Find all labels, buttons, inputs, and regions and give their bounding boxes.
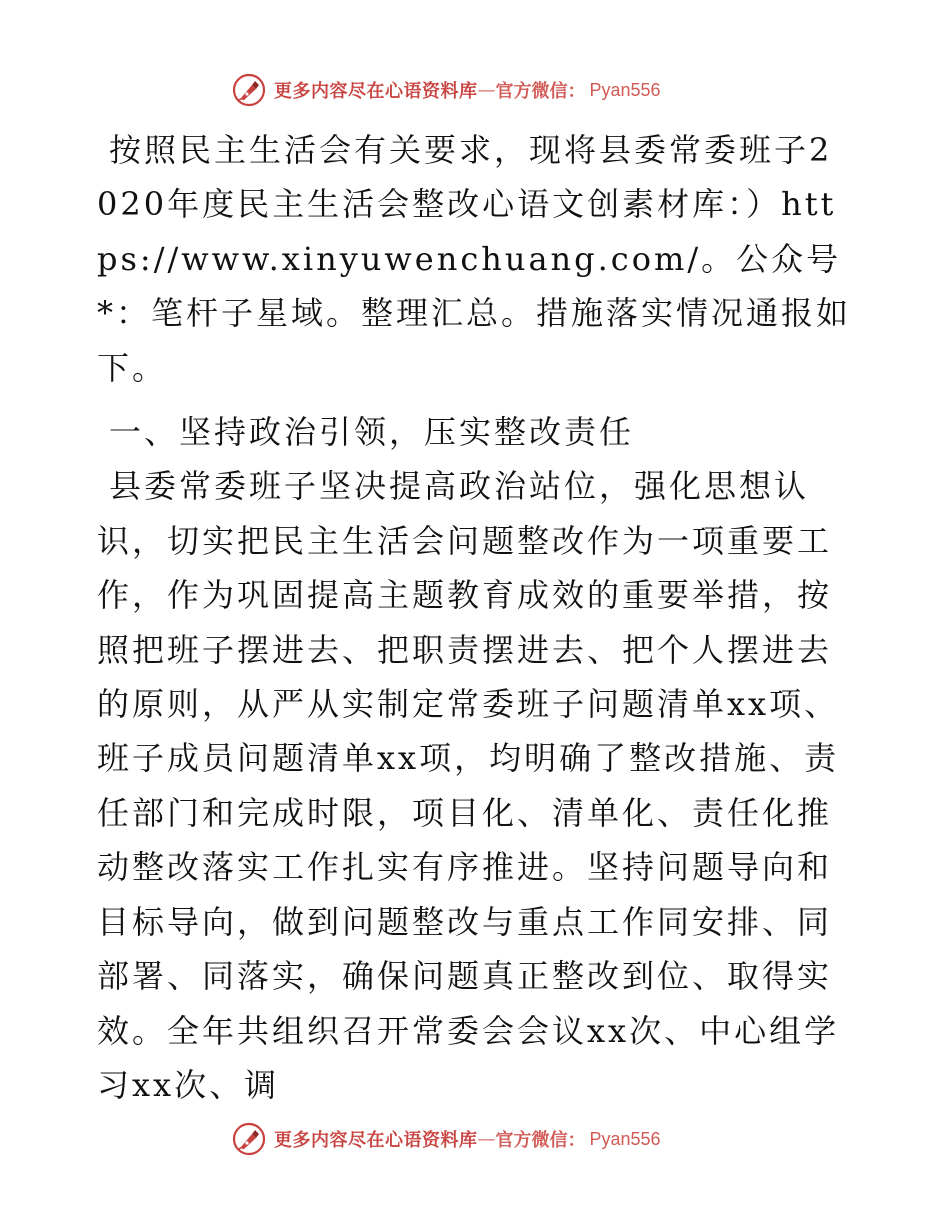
section-heading: 一、坚持政治引领，压实整改责任	[109, 413, 635, 452]
banner-weixin-label: 官方微信：	[495, 81, 586, 102]
banner-weixin-label: 官方微信：	[495, 1130, 586, 1151]
banner-dash: —	[477, 1128, 496, 1150]
intro-paragraph: 按照民主生活会有关要求，现将县委常委班子2020年度民主生活会整改心语文创素材库：）https://www.xinyuwenchuang.com/。公众号*：笔杆子星域。整理汇总。措施落实情况通报如下。	[97, 131, 852, 387]
banner-promo-text: 更多内容尽在心语资料库	[274, 81, 478, 102]
header-banner	[232, 72, 661, 108]
banner-wechat-id: Pyan556	[589, 1128, 661, 1149]
pen-nib-logo-icon	[232, 73, 266, 107]
document-body	[97, 123, 852, 1112]
banner-wechat-id: Pyan556	[589, 79, 661, 100]
footer-banner	[232, 1121, 661, 1157]
banner-dash: —	[477, 79, 496, 101]
pen-nib-logo-icon	[232, 1122, 266, 1156]
banner-promo-text: 更多内容尽在心语资料库	[274, 1130, 478, 1151]
section-paragraph: 县委常委班子坚决提高政治站位，强化思想认识，切实把民主生活会问题整改作为一项重要工作，作为巩固提高主题教育成效的重要举措，按照把班子摆进去、把职责摆进去、把个人摆进去的原则，从严从实制定常委班子问题清单xx项、班子成员问题清单xx项，均明确了整改措施、责任部门和完成时限，项目化、清单化、责任化推动整改落实工作扎实有序推进。坚持问题导向和目标导向，做到问题整改与重点工作同安排、同部署、同落实，确保问题真正整改到位、取得实效。全年共组织召开常委会会议xx次、中心组学习xx次、调	[97, 467, 840, 1104]
